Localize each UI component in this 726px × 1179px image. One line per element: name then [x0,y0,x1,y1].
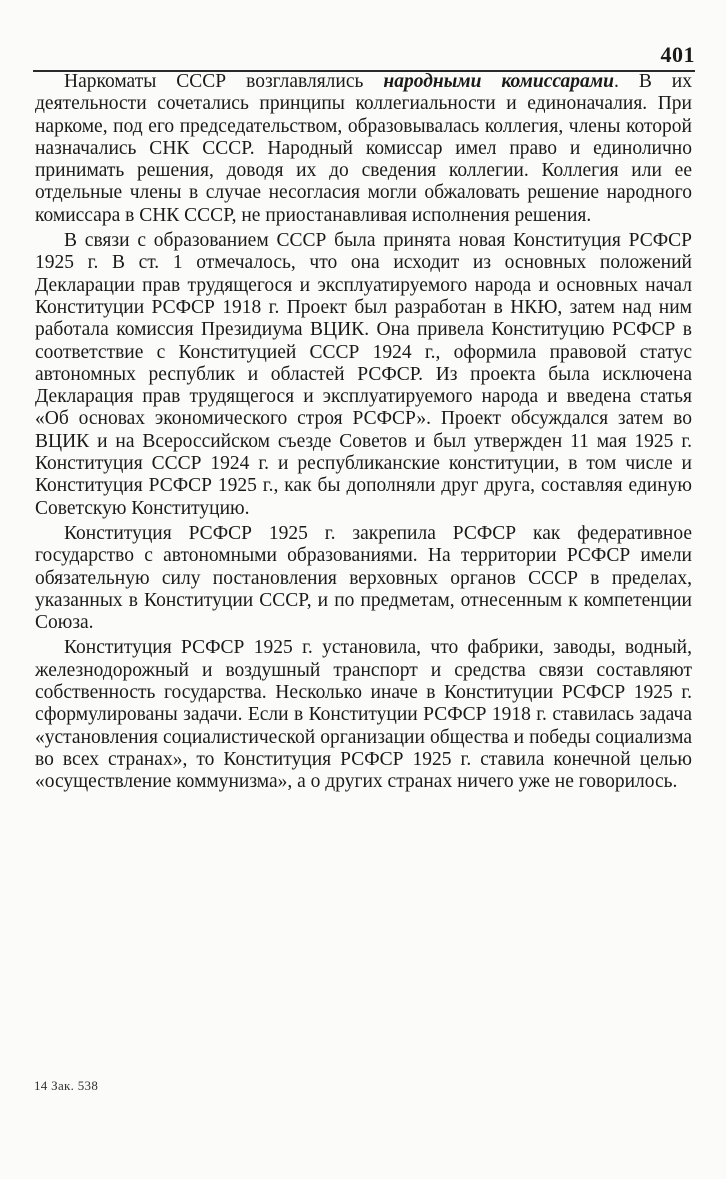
emphasized-term: народными комиссарами [383,71,614,92]
page-number: 401 [660,42,695,67]
printer-signature: 14 Зак. 538 [34,1078,99,1093]
paragraph: Конституция РСФСР 1925 г. установила, что фабрики, заводы, водный, железнодорожный и воздушный транспорт и средства связи составляют собственность государства. Несколько иначе в Конституции РСФСР 1925 г. сформулированы задачи. Если в Конституции РСФСР 1918 г. ставилась задача «установления социалистической организации общества и победы социализма во всех странах», то Конституция РСФСР 1925 г. ставила конечной целью «осуществление коммунизма», а о других странах ничего уже не говорилось. [35,637,692,793]
body-text [35,71,692,794]
paragraph [35,71,692,227]
paragraph-text: . В их деятельности сочетались принципы коллегиальности и единоначалия. При наркоме, под его председательством, образовывалась коллегия, члены которой назначались СНК СССР. Народный комиссар имел право и единолично принимать решения, доводя их до сведения коллегии. Коллегия или ее отдельные члены в случае несогласия могли обжаловать решение народного комиссара в СНК СССР, не приостанавливая исполнения решения. [35,71,692,226]
paragraph: В связи с образованием СССР была принята новая Конституция РСФСР 1925 г. В ст. 1 отмечалось, что она исходит из основных положений Декларации прав трудящегося и эксплуатируемого народа и основных начал Конституции РСФСР 1918 г. Проект был разработан в НКЮ, затем над ним работала комиссия Президиума ВЦИК. Она привела Конституцию РСФСР в соответствие с Конституцией СССР 1924 г., оформила правовой статус автономных республик и областей РСФСР. Из проекта была исключена Декларация прав трудящегося и эксплуатируемого народа и введена статья «Об основах экономического строя РСФСР». Проект обсуждался затем во ВЦИК и на Всероссийском съезде Советов и был утвержден 11 мая 1925 г. Конституция СССР 1924 г. и республиканские конституции, в том числе и Конституция РСФСР 1925 г., как бы дополняли друг друга, составляя единую Советскую Конституцию. [35,230,692,519]
paragraph-text: Наркоматы СССР возглавлялись [64,71,384,92]
paragraph: Конституция РСФСР 1925 г. закрепила РСФСР как федеративное государство с автономными образованиями. На территории РСФСР имели обязательную силу постановления верховных органов СССР в пределах, указанных в Конституции СССР, и по предметам, отнесенным к компетенции Союза. [35,522,692,634]
